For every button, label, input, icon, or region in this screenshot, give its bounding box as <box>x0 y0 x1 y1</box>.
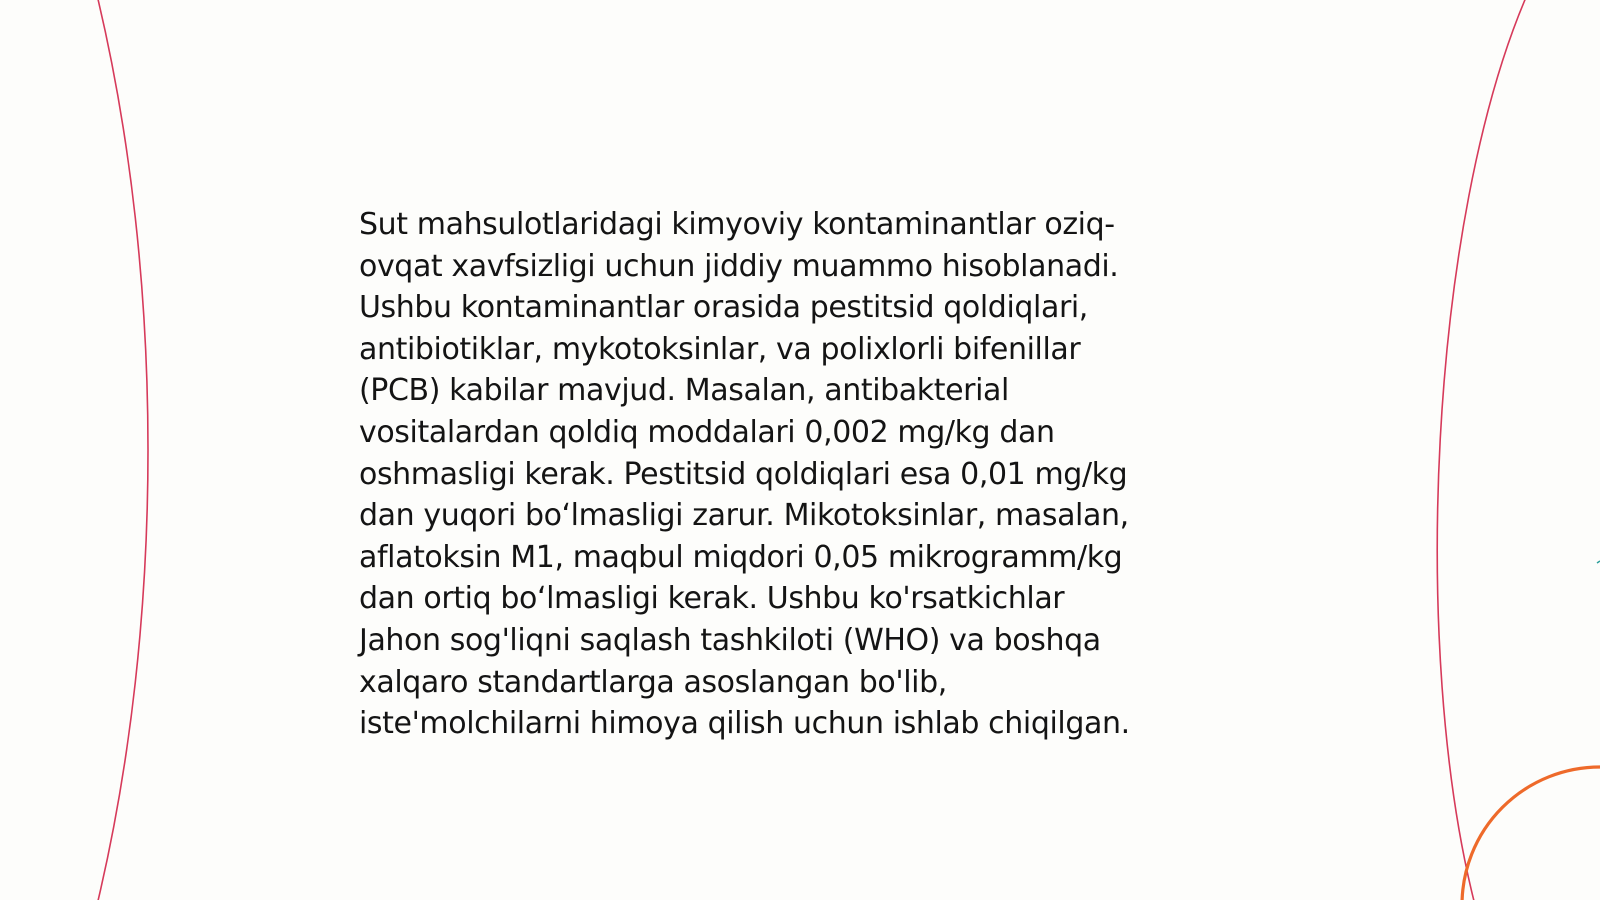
right-curve-line <box>1437 0 1527 900</box>
orange-arc <box>1462 767 1600 900</box>
left-curve-line <box>97 0 148 900</box>
body-paragraph: Sut mahsulotlaridagi kimyoviy kontaminantlar oziq- ovqat xavfsizligi uchun jiddiy muammo hisoblanadi. Ushbu kontaminantlar orasida pestitsid qoldiqlari, antibiotiklar, mykotoksinlar, va polixlorli bifenillar (PCB) kabilar mavjud. Masalan, antibakterial vositalardan qoldiq moddalari 0,002 mg/kg dan oshmasligi kerak. Pestitsid qoldiqlari esa 0,01 mg/kg dan yuqori bo‘lmasligi zarur. Mikotoksinlar, masalan, aflatoksin M1, maqbul miqdori 0,05 mikrogramm/kg dan ortiq bo‘lmasligi kerak. Ushbu ko'rsatkichlar Jahon sog'liqni saqlash tashkiloti (WHO) va boshqa xalqaro standartlarga asoslangan bo'lib, iste'molchilarni himoya qilish uchun ishlab chiqilgan. <box>359 207 1130 742</box>
